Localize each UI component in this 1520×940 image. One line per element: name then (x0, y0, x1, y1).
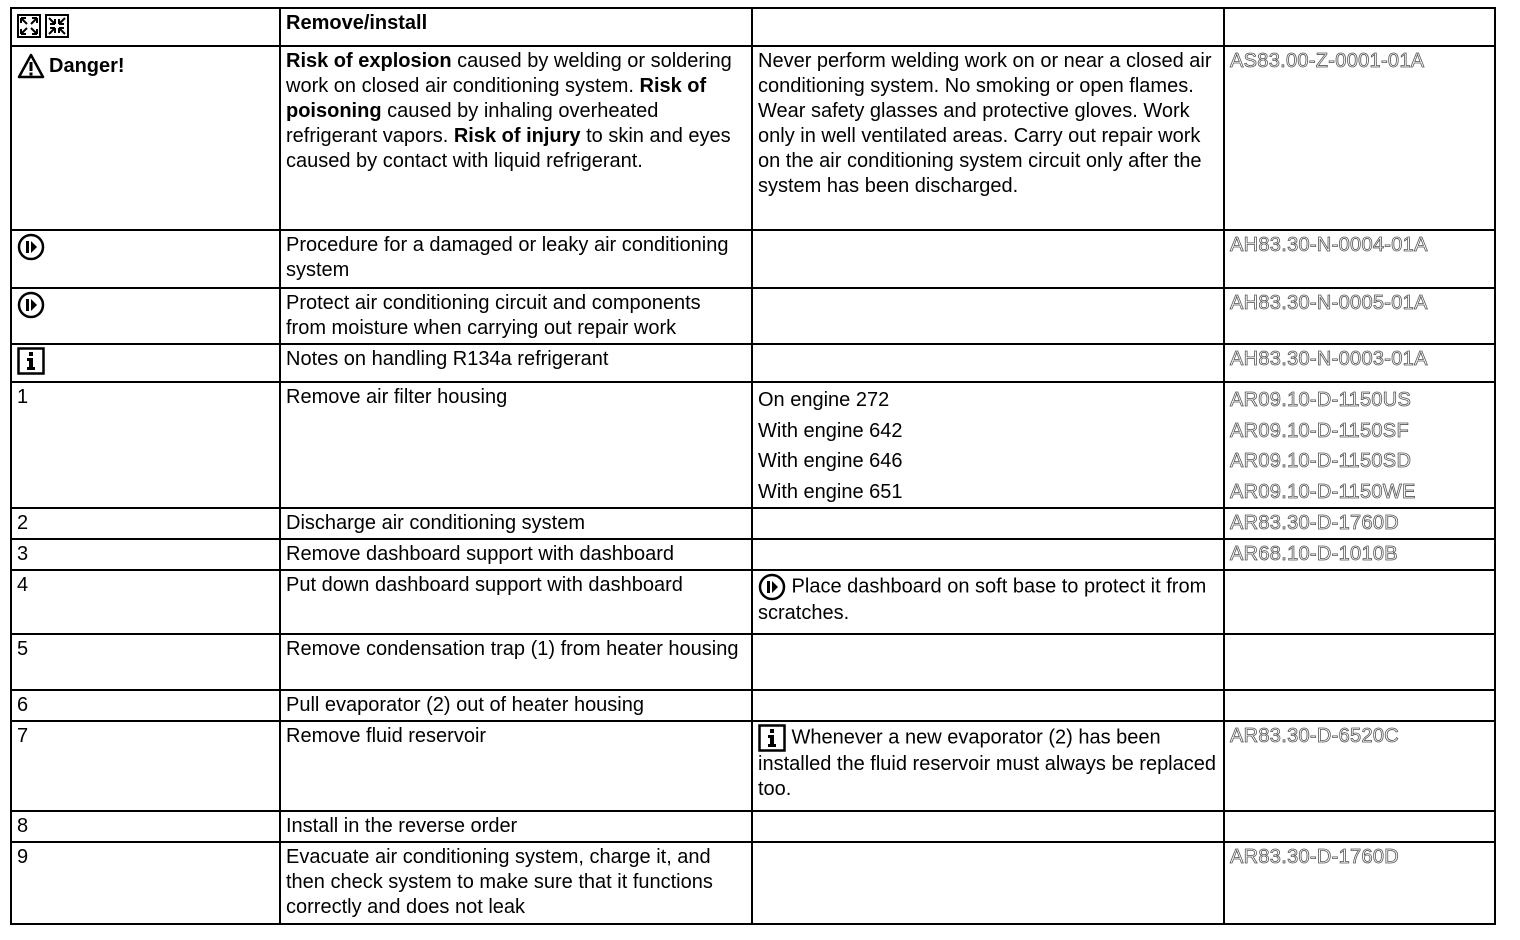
step-number: 4 (11, 570, 280, 634)
header-title: Remove/install (280, 8, 752, 46)
warning-triangle-icon (17, 53, 45, 79)
step-text: Remove fluid reservoir (280, 721, 752, 811)
note-row (11, 344, 1495, 382)
risk-poisoning-text: caused by inhaling overheated refrigerant vapors. (286, 100, 659, 147)
step-note-text: Whenever a new evaporator (2) has been installed the fluid reservoir must always be replaced too. (758, 726, 1216, 800)
step-note (752, 721, 1224, 811)
step-number: 9 (11, 842, 280, 924)
risk-explosion-text: caused by welding or soldering work on closed air conditioning system. (286, 50, 732, 97)
step-row (11, 570, 1495, 634)
step-number: 3 (11, 539, 280, 570)
note-arrow-icon (758, 573, 786, 601)
step-ref-link[interactable]: AR68.10-D-1010B (1230, 543, 1398, 565)
risk-explosion-title: Risk of explosion (286, 50, 452, 72)
note-ref-link[interactable]: AH83.30-N-0004-01A (1230, 234, 1428, 256)
step-number: 2 (11, 508, 280, 539)
step-row (11, 382, 1495, 508)
step-number: 1 (11, 382, 280, 508)
note-row (11, 230, 1495, 288)
step-text: Discharge air conditioning system (280, 508, 752, 539)
step-text: Install in the reverse order (280, 811, 752, 842)
danger-risks (280, 46, 752, 230)
step-ref-link[interactable]: AR09.10-D-1150WE (1230, 480, 1416, 503)
condition-item: With engine 642 (758, 419, 903, 442)
note-row (11, 288, 1495, 344)
note-ref-link[interactable]: AH83.30-N-0003-01A (1230, 348, 1428, 370)
step-ref-link[interactable]: AR09.10-D-1150SD (1230, 450, 1412, 472)
risk-injury-title: Risk of injury (453, 125, 581, 147)
step-number: 8 (11, 811, 280, 842)
collapse-icon[interactable] (45, 14, 69, 38)
step-row (11, 634, 1495, 690)
step-row (11, 539, 1495, 570)
danger-ref-link[interactable]: AS83.00-Z-0001-01A (1230, 50, 1425, 72)
note-text: Protect air conditioning circuit and components from moisture when carrying out repair work (280, 288, 752, 344)
step-row (11, 842, 1495, 924)
condition-item: With engine 651 (758, 480, 903, 503)
note-ref-link[interactable]: AH83.30-N-0005-01A (1230, 292, 1428, 314)
step-text: Remove condensation trap (1) from heater housing (280, 634, 752, 690)
step-number: 7 (11, 721, 280, 811)
danger-row (11, 46, 1495, 230)
expand-icon[interactable] (17, 14, 41, 38)
step-note (752, 570, 1224, 634)
step-note-text: Place dashboard on soft base to protect it from scratches. (758, 575, 1207, 624)
procedure-table (10, 7, 1496, 925)
step-ref-link[interactable]: AR83.30-D-6520C (1230, 725, 1400, 747)
step-text: Evacuate air conditioning system, charge it, and then check system to make sure that it functions correctly and does not leak (280, 842, 752, 924)
note-text: Notes on handling R134a refrigerant (280, 344, 752, 382)
condition-item: With engine 646 (758, 450, 903, 472)
risk-poisoning-title: Risk of poisoning (286, 75, 707, 122)
step-refs (1224, 382, 1495, 508)
danger-measures: Never perform welding work on or near a closed air conditioning system. No smoking or open flames. Wear safety glasses and protective gloves. Work only in well ventilated areas. Carry out repair work on the air conditioning system circuit only after the system has been discharged. (752, 46, 1224, 230)
condition-item: On engine 272 (758, 389, 890, 411)
step-text: Remove dashboard support with dashboard (280, 539, 752, 570)
step-number: 5 (11, 634, 280, 690)
step-row (11, 811, 1495, 842)
note-arrow-icon (17, 233, 45, 261)
step-ref-link[interactable]: AR83.30-D-1760D (1230, 512, 1400, 534)
step-text: Put down dashboard support with dashboard (280, 570, 752, 634)
step-row (11, 721, 1495, 811)
danger-label: Danger! (49, 54, 125, 77)
step-text: Pull evaporator (2) out of heater housing (280, 690, 752, 721)
info-icon (17, 347, 45, 375)
risk-injury-text: to skin and eyes caused by contact with liquid refrigerant. (286, 125, 731, 172)
info-icon (758, 724, 786, 752)
step-conditions (752, 382, 1224, 508)
header-icons-cell (11, 8, 280, 46)
header-row (11, 8, 1495, 46)
step-text: Remove air filter housing (280, 382, 752, 508)
step-row (11, 508, 1495, 539)
note-arrow-icon (17, 291, 45, 319)
note-text: Procedure for a damaged or leaky air conditioning system (280, 230, 752, 288)
step-number: 6 (11, 690, 280, 721)
step-ref-link[interactable]: AR09.10-D-1150SF (1230, 419, 1409, 442)
step-row (11, 690, 1495, 721)
step-ref-link[interactable]: AR83.30-D-1760D (1230, 846, 1400, 868)
step-ref-link[interactable]: AR09.10-D-1150US (1230, 389, 1412, 411)
